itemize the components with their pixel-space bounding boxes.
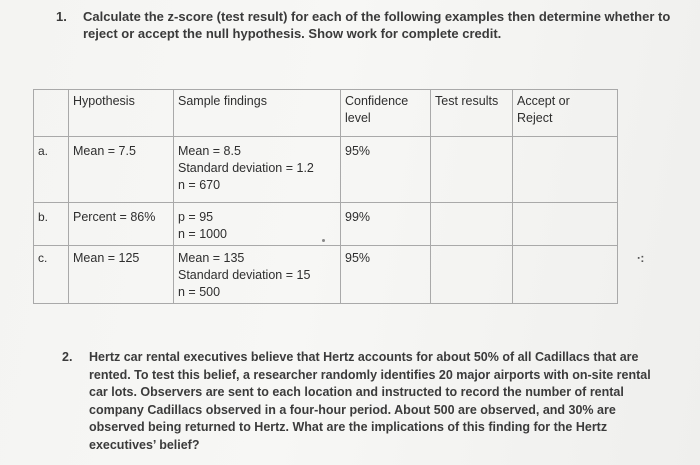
header-test-results: Test results [431, 90, 513, 137]
header-confidence-line-1: Confidence [345, 94, 409, 108]
row-hypothesis: Mean = 125 [69, 246, 174, 304]
header-accept-reject [513, 90, 618, 137]
question-2-line: observed being returned to Hertz. What are the implications of this finding for the Hertz [89, 420, 608, 434]
header-accept-line-1: Accept or [517, 94, 570, 108]
question-2-line: executives’ belief? [89, 437, 200, 452]
question-1-line-1: Calculate the z-score (test result) for each of the following examples then determine whether to [83, 9, 671, 24]
question-2-line: car lots. Observers are sent to each location and instructed to record the number of rental [89, 385, 624, 399]
row-test-result[interactable] [431, 137, 513, 203]
row-letter: a. [34, 137, 69, 203]
question-2 [62, 349, 682, 454]
row-test-result[interactable] [431, 203, 513, 246]
row-hypothesis: Percent = 86% [69, 203, 174, 246]
header-letter-cell [34, 90, 69, 137]
sample-line: n = 500 [178, 285, 221, 299]
question-2-number: 2. [62, 350, 73, 364]
stray-dot [322, 239, 325, 242]
row-accept-reject[interactable] [513, 246, 618, 304]
row-accept-reject[interactable] [513, 137, 618, 203]
row-confidence: 99% [341, 203, 431, 246]
table-row [34, 137, 618, 203]
sample-line: p = 95 [178, 210, 214, 224]
sample-line: n = 670 [178, 178, 221, 192]
header-accept-line-2: Reject [517, 111, 553, 125]
question-1 [56, 8, 696, 42]
row-sample-findings [174, 246, 341, 304]
sample-line: Mean = 8.5 [178, 144, 241, 158]
table-row [34, 246, 618, 304]
row-letter: c. [34, 246, 69, 304]
header-sample-findings: Sample findings [174, 90, 341, 137]
row-accept-reject[interactable] [513, 203, 618, 246]
row-confidence: 95% [341, 246, 431, 304]
stray-mark: ∙: [637, 251, 645, 265]
question-2-line: Hertz car rental executives believe that Hertz accounts for about 50% of all Cadillacs that are [89, 350, 639, 364]
sample-line: n = 1000 [178, 227, 228, 241]
question-1-number: 1. [56, 9, 67, 24]
row-sample-findings [174, 203, 341, 246]
sample-line: Standard deviation = 15 [178, 268, 311, 282]
question-2-line: rented. To test this belief, a researcher randomly identifies 20 major airports with on-site rental [89, 367, 651, 382]
header-confidence-line-2: level [345, 111, 371, 125]
question-2-text [89, 349, 682, 454]
sample-line: Mean = 135 [178, 251, 245, 265]
table-header-row [34, 90, 618, 137]
question-1-line-2: reject or accept the null hypothesis. Show work for complete credit. [83, 26, 502, 41]
sample-line: Standard deviation = 1.2 [178, 161, 314, 175]
row-letter: b. [34, 203, 69, 246]
row-test-result[interactable] [431, 246, 513, 304]
hypothesis-table [33, 89, 618, 304]
row-confidence: 95% [341, 137, 431, 203]
header-confidence-level [341, 90, 431, 137]
row-sample-findings [174, 137, 341, 203]
question-2-line: company Cadillacs observed in a four-hour period. About 500 are observed, and 30% are [89, 402, 616, 417]
question-1-text [83, 8, 696, 42]
table-row [34, 203, 618, 246]
header-hypothesis: Hypothesis [69, 90, 174, 137]
row-hypothesis: Mean = 7.5 [69, 137, 174, 203]
